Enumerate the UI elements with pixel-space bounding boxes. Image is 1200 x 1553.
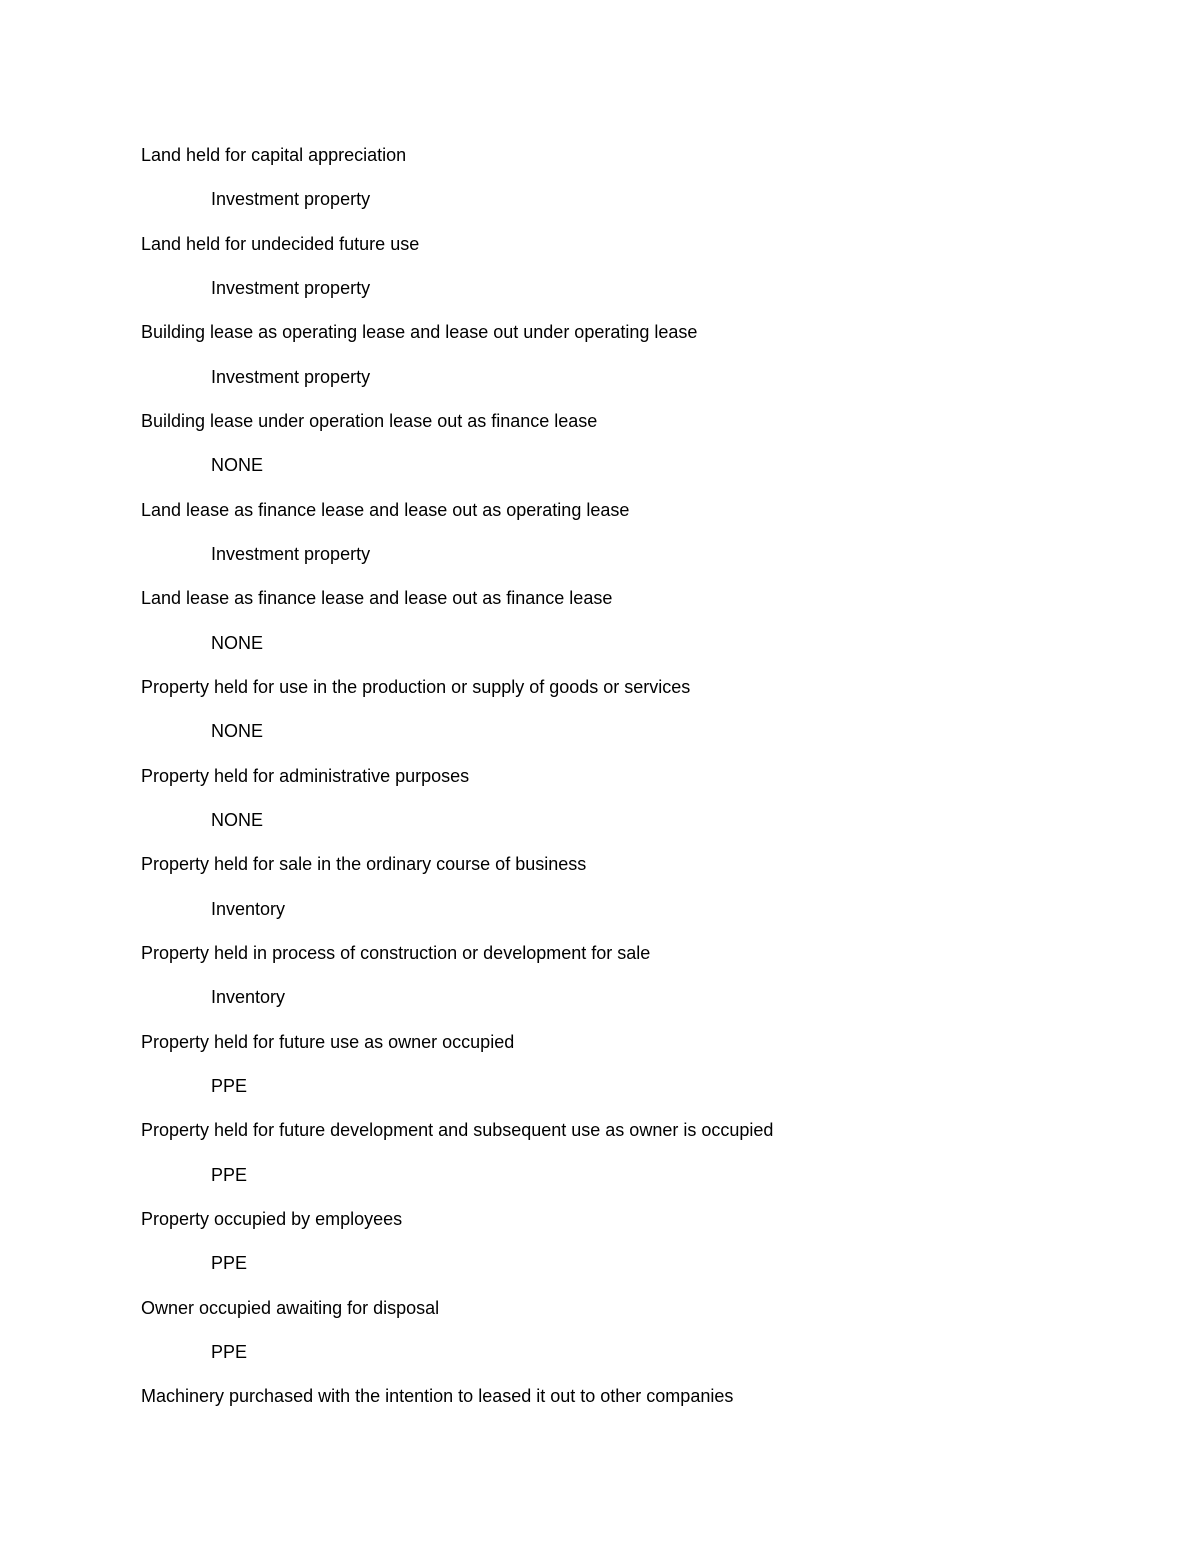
question-text: Land lease as finance lease and lease out as finance lease — [141, 588, 613, 609]
answer-text: Investment property — [211, 543, 371, 564]
question-text: Property held in process of construction or development for sale — [141, 942, 651, 963]
question-text: Building lease under operation lease out as finance lease — [141, 410, 598, 431]
question-text: Property occupied by employees — [141, 1208, 403, 1229]
answer-text: Investment property — [211, 366, 371, 387]
question-text: Property held for use in the production or supply of goods or services — [141, 676, 691, 697]
answer-text: NONE — [211, 455, 264, 476]
classification-list — [141, 143, 1101, 1429]
answer-text: NONE — [211, 632, 264, 653]
question-text: Land held for undecided future use — [141, 233, 420, 254]
answer-text: Investment property — [211, 277, 371, 298]
question-text: Machinery purchased with the intention to leased it out to other companies — [141, 1386, 734, 1407]
answer-text: PPE — [211, 1253, 248, 1274]
question-text: Property held for future development and subsequent use as owner is occupied — [141, 1120, 774, 1141]
answer-text: Inventory — [211, 987, 286, 1008]
answer-text: NONE — [211, 809, 264, 830]
answer-text: PPE — [211, 1341, 248, 1362]
question-text: Property held for administrative purposes — [141, 765, 470, 786]
question-text: Owner occupied awaiting for disposal — [141, 1297, 440, 1318]
question-text: Land lease as finance lease and lease out as operating lease — [141, 499, 630, 520]
answer-text: NONE — [211, 721, 264, 742]
question-text: Land held for capital appreciation — [141, 145, 407, 165]
answer-text: Investment property — [211, 189, 371, 210]
question-text: Property held for future use as owner occupied — [141, 1031, 515, 1052]
answer-text: Inventory — [211, 898, 286, 919]
answer-text: PPE — [211, 1164, 248, 1185]
answer-text: PPE — [211, 1075, 248, 1096]
question-text: Building lease as operating lease and lease out under operating lease — [141, 322, 698, 343]
question-text: Property held for sale in the ordinary course of business — [141, 854, 587, 875]
